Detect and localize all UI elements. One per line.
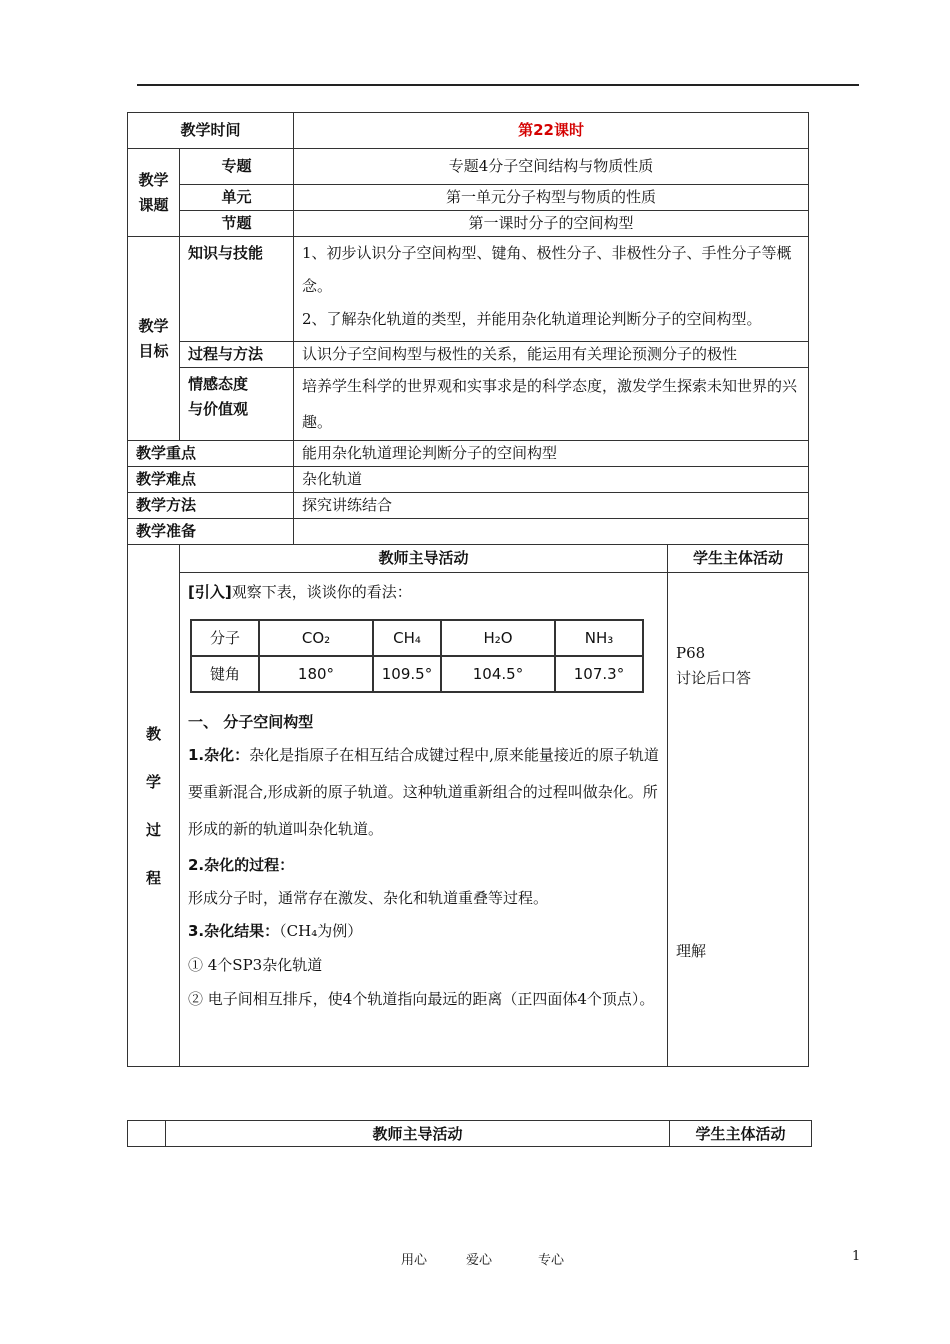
hybrid-result-note: （CH₄为例）: [279, 922, 363, 940]
time-label: 教学时间: [128, 113, 294, 149]
continuation-teacher-header: 教师主导活动: [166, 1121, 670, 1147]
preparation-label: 教学准备: [128, 519, 294, 545]
lesson-number: 第22课时: [294, 113, 809, 149]
molecule-cell: NH₃: [555, 620, 643, 656]
page-number: 1: [852, 1249, 861, 1264]
footer-word: 专心: [538, 1253, 565, 1268]
subject-label: 专题: [180, 149, 294, 185]
topic-label-text: 教学课题: [138, 170, 169, 214]
subject-value: 专题4分子空间结构与物质性质: [294, 149, 809, 185]
hybrid-result-heading: 3.杂化结果：: [188, 922, 280, 940]
process-label: [128, 545, 180, 1067]
goals-label-text: 教学目标: [138, 316, 169, 360]
continuation-student-header: 学生主体活动: [670, 1121, 812, 1147]
student-note-understand: 理解: [676, 942, 707, 960]
emotion-label-line-2: 与价值观: [188, 400, 249, 418]
knowledge-item-2: 2、了解杂化轨道的类型，并能用杂化轨道理论判断分子的空间构型。: [302, 310, 762, 328]
preparation-value: [294, 519, 809, 545]
result-item-1: ① 4个SP3杂化轨道: [188, 956, 323, 974]
molecule-cell: CH₄: [373, 620, 441, 656]
goals-label: [128, 237, 180, 441]
footer-word: 用心: [401, 1253, 428, 1268]
hybrid-process-heading: 2.杂化的过程：: [188, 856, 295, 874]
section-heading: 一、 分子空间构型: [188, 713, 314, 731]
bond-table-row-label: 键角: [191, 656, 259, 692]
process-label-char: 程: [145, 868, 161, 887]
header-rule: [137, 84, 859, 86]
difficulty-value: 杂化轨道: [294, 467, 809, 493]
process-method-label: 过程与方法: [180, 342, 294, 368]
intro-text: 观察下表，谈谈你的看法：: [231, 583, 412, 601]
hybrid-definition: 杂化是指原子在相互结合成键过程中,原来能量接近的原子轨道要重新混合,形成新的原子轨道。这种轨道重新组合的过程叫做杂化。所形成的新的轨道叫杂化轨道。: [188, 746, 659, 838]
key-point-value: 能用杂化轨道理论判断分子的空间构型: [294, 441, 809, 467]
topic-label: [128, 149, 180, 237]
molecule-cell: CO₂: [259, 620, 373, 656]
student-note-discuss: 讨论后口答: [676, 669, 752, 687]
knowledge-item-1: 1、初步认识分子空间构型、键角、极性分子、非极性分子、手性分子等概念。: [302, 244, 792, 295]
knowledge-label: 知识与技能: [180, 237, 294, 342]
knowledge-text: [294, 237, 809, 342]
emotion-label: [180, 368, 294, 441]
angle-cell: 104.5°: [441, 656, 555, 692]
unit-label: 单元: [180, 185, 294, 211]
lesson-plan-table: [127, 112, 809, 1067]
section-label: 节题: [180, 211, 294, 237]
hybrid-heading: 1.杂化：: [188, 746, 250, 764]
angle-cell: 180°: [259, 656, 373, 692]
continuation-table: [127, 1120, 812, 1147]
teacher-activity-content: [180, 573, 668, 1067]
student-note-page: P68: [676, 644, 706, 662]
student-activity-content: [668, 573, 809, 1067]
key-point-label: 教学重点: [128, 441, 294, 467]
intro-tag: [引入]: [188, 583, 232, 601]
difficulty-label: 教学难点: [128, 467, 294, 493]
emotion-text: 培养学生科学的世界观和实事求是的科学态度，激发学生探索未知世界的兴趣。: [294, 368, 809, 441]
method-label: 教学方法: [128, 493, 294, 519]
molecule-cell: H₂O: [441, 620, 555, 656]
process-method-text: 认识分子空间构型与极性的关系，能运用有关理论预测分子的极性: [294, 342, 809, 368]
process-label-char: 过: [145, 820, 161, 839]
process-label-char: 教: [145, 724, 161, 743]
student-activity-header: 学生主体活动: [668, 545, 809, 573]
continuation-blank-cell: [128, 1121, 166, 1147]
hybrid-process-text: 形成分子时，通常存在激发、杂化和轨道重叠等过程。: [188, 889, 549, 907]
emotion-label-line-1: 情感态度: [188, 375, 249, 393]
teacher-activity-header: 教师主导活动: [180, 545, 668, 573]
process-label-char: 学: [145, 772, 161, 791]
result-item-2: ② 电子间相互排斥，使4个轨道指向最远的距离（正四面体4个顶点）。: [188, 990, 655, 1008]
angle-cell: 107.3°: [555, 656, 643, 692]
footer-word: 爱心: [466, 1253, 493, 1268]
bond-angle-table: [190, 619, 644, 693]
angle-cell: 109.5°: [373, 656, 441, 692]
unit-value: 第一单元分子构型与物质的性质: [294, 185, 809, 211]
bond-table-row-label: 分子: [191, 620, 259, 656]
method-value: 探究讲练结合: [294, 493, 809, 519]
section-value: 第一课时分子的空间构型: [294, 211, 809, 237]
